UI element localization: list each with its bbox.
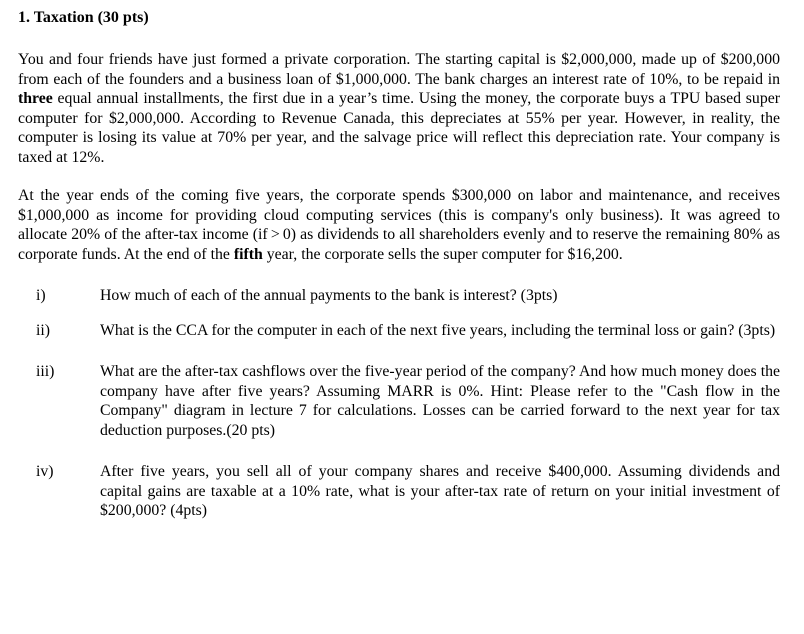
problem-paragraph-1 (18, 50, 780, 167)
question-text: What are the after-tax cashflows over the five-year period of the company? And how much money does the company have after five years? Assuming MARR is 0%. Hint: Please refer to the "Cash flow in the Company" diagram in lecture 7 for calculations. Losses can be carried forward to the next year for tax deduction purposes.(20 pts) (100, 363, 780, 439)
question-iii (18, 362, 780, 440)
question-text: What is the CCA for the computer in each of the next five years, including the terminal loss or gain? (3pts) (100, 321, 776, 339)
document-page (18, 8, 780, 521)
question-i (18, 286, 780, 306)
question-iv (18, 462, 780, 521)
question-text: How much of each of the annual payments to the bank is interest? (3pts) (100, 287, 558, 304)
question-number: ii) (36, 321, 51, 339)
paragraph-2-text-b: year, the corporate sells the super computer for $16,200. (262, 245, 623, 263)
paragraph-2-text-a: At the year ends of the coming five years, the corporate spends $300,000 on labor and maintenance, and receives $1,000,000 as income for providing cloud computing services (this is company's only business). It was agreed to allocate 20% of the after-tax income (if > 0) as dividends to all shareholders evenly and to reserve the remaining 80% as corporate funds. At the end of the (18, 187, 780, 263)
question-number: iii) (36, 363, 55, 380)
paragraph-1-text-b: equal annual installments, the first due in a year’s time. Using the money, the corporate buys a TPU based super computer for $2,000,000. According to Revenue Canada, this depreciates at 55% per year. However, in reality, the computer is losing its value at 70% per year, and the salvage price will reflect this depreciation rate. Your company is taxed at 12%. (18, 90, 780, 166)
problem-paragraph-2 (18, 186, 780, 264)
paragraph-1-text-a: You and four friends have just formed a private corporation. The starting capital is $2,000,000, made up of $200,000 from each of the founders and a business loan of $1,000,000. The bank charges an interest rate of 10%, to be repaid in (18, 51, 780, 88)
section-title: 1. Taxation (30 pts) (18, 9, 149, 26)
question-text: After five years, you sell all of your company shares and receive $400,000. Assuming dividends and capital gains are taxable at a 10% rate, what is your after-tax rate of return on your initial investment of $200,000? (4pts) (100, 463, 780, 519)
question-ii (18, 321, 780, 341)
question-number: iv) (36, 463, 54, 480)
question-number: i) (36, 287, 46, 304)
paragraph-1-bold-three: three (18, 90, 53, 107)
paragraph-2-bold-fifth: fifth (233, 245, 263, 263)
